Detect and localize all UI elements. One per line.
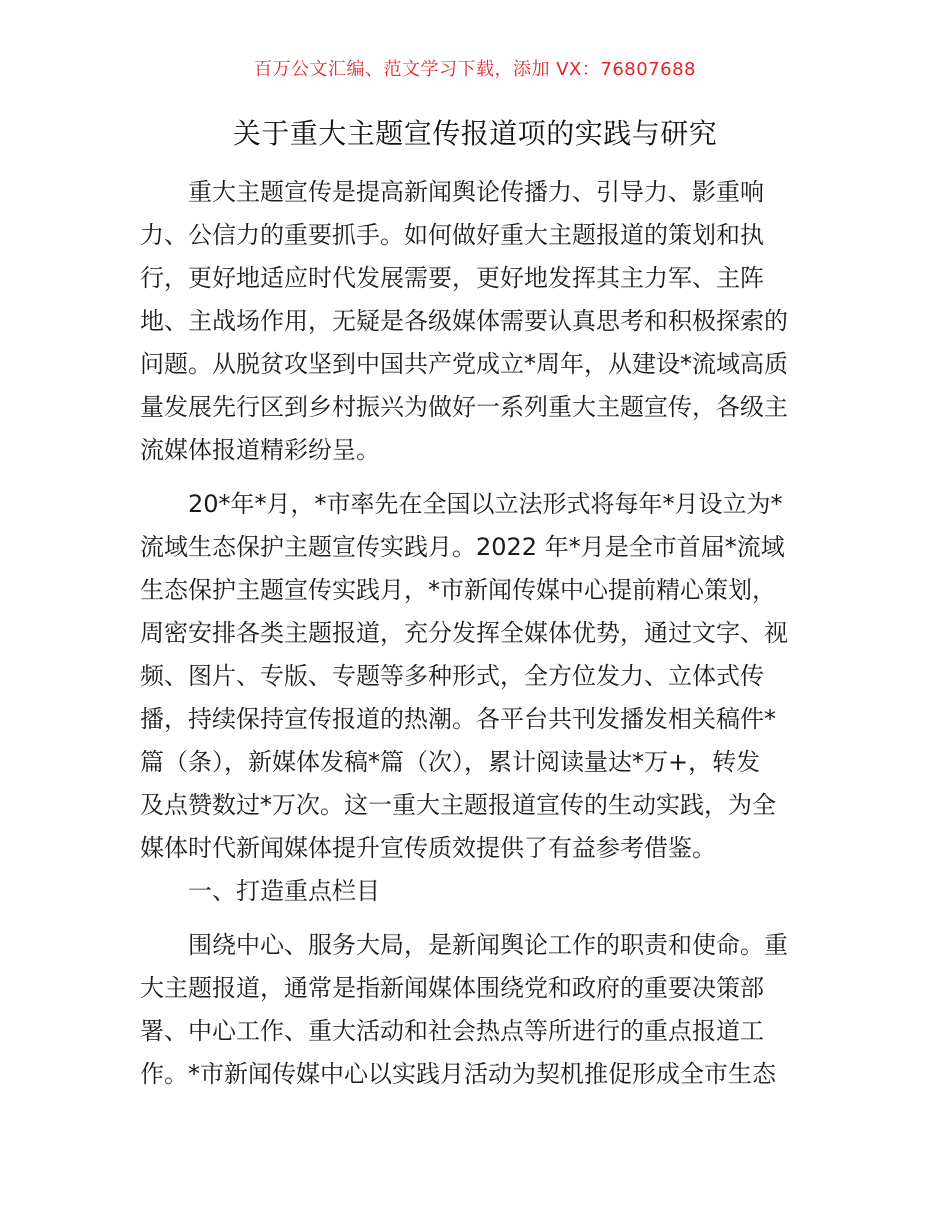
paragraph-section-one	[140, 924, 812, 1096]
section-heading: 一、打造重点栏目	[188, 877, 380, 905]
paragraph-line: 播，持续保持宣传报道的热潮。各平台共刊发播发相关稿件*	[140, 705, 776, 733]
paragraph-line: 流媒体报道精彩纷呈。	[140, 436, 380, 464]
paragraph-line: 频、图片、专版、专题等多种形式，全方位发力、立体式传	[140, 662, 764, 690]
paragraph-line: 生态保护主题宣传实践月，*市新闻传媒中心提前精心策划，	[140, 576, 776, 604]
paragraph-line: 重大主题宣传是提高新闻舆论传播力、引导力、影重响	[188, 178, 764, 206]
paragraph-line: 及点赞数过*万次。这一重大主题报道宣传的生动实践，为全	[140, 791, 776, 819]
paragraph-line: 围绕中心、服务大局，是新闻舆论工作的职责和使命。重	[188, 931, 788, 959]
paragraph-line: 署、中心工作、重大活动和社会热点等所进行的重点报道工	[140, 1017, 764, 1045]
paragraph-practice-month	[140, 483, 812, 870]
paragraph-line: 媒体时代新闻媒体提升宣传质效提供了有益参考借鉴。	[140, 834, 716, 862]
paragraph-line: 篇（条），新媒体发稿*篇（次），累计阅读量达*万+，转发	[140, 748, 761, 776]
watermark-text: 百万公文汇编、范文学习下载，添加 VX：76807688	[254, 59, 696, 80]
paragraph-line: 行，更好地适应时代发展需要，更好地发挥其主力军、主阵	[140, 264, 764, 292]
paragraph-intro	[140, 171, 812, 472]
document-title: 关于重大主题宣传报道项的实践与研究	[232, 117, 718, 150]
paragraph-line: 问题。从脱贫攻坚到中国共产党成立*周年，从建设*流域高质	[140, 350, 788, 378]
document-body	[140, 171, 812, 1096]
paragraph-line: 大主题报道，通常是指新闻媒体围绕党和政府的重要决策部	[140, 974, 764, 1002]
paragraph-line: 量发展先行区到乡村振兴为做好一系列重大主题宣传，各级主	[140, 393, 788, 421]
paragraph-line: 20*年*月，*市率先在全国以立法形式将每年*月设立为*	[188, 490, 783, 518]
paragraph-line: 周密安排各类主题报道，充分发挥全媒体优势，通过文字、视	[140, 619, 788, 647]
paragraph-line: 地、主战场作用，无疑是各级媒体需要认真思考和积极探索的	[140, 307, 788, 335]
paragraph-line: 力、公信力的重要抓手。如何做好重大主题报道的策划和执	[140, 221, 764, 249]
paragraph-line: 流域生态保护主题宣传实践月。2022 年*月是全市首届*流域	[140, 533, 785, 561]
paragraph-line: 作。*市新闻传媒中心以实践月活动为契机推促形成全市生态	[140, 1060, 776, 1088]
